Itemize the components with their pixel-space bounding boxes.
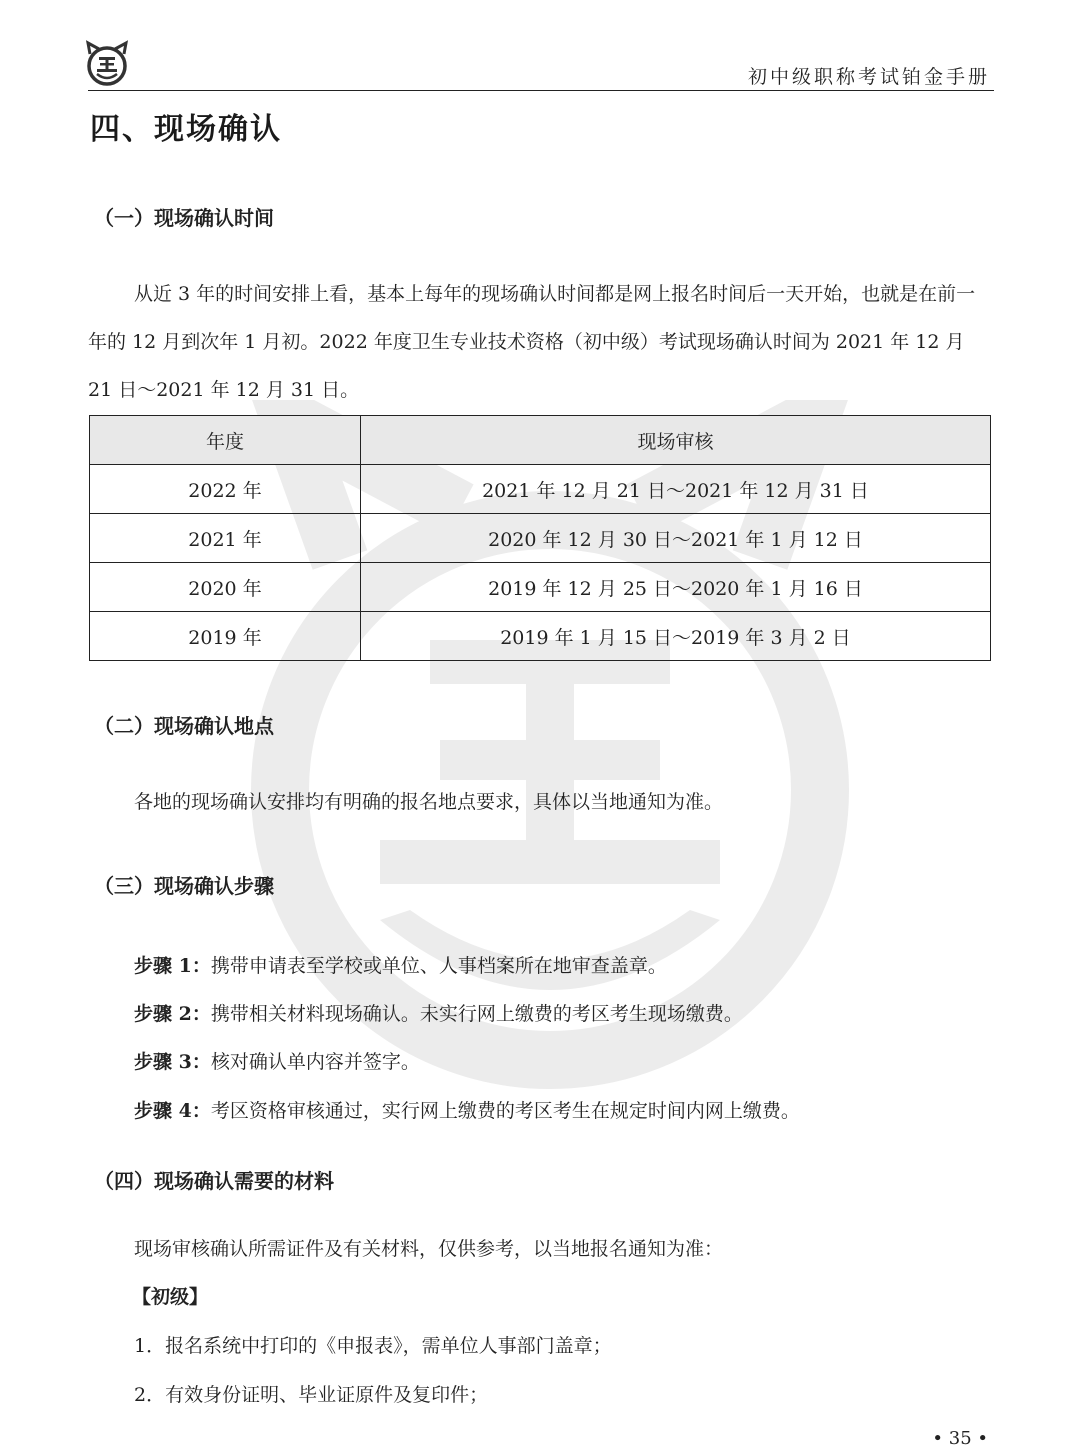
cat-logo-icon [84, 40, 130, 86]
table-row [90, 514, 991, 563]
step-label: 步骤 3： [134, 1051, 211, 1073]
material-item: 2．有效身份证明、毕业证原件及复印件； [134, 1384, 489, 1406]
table-cell-dates: 2019 年 1 月 15 日～2019 年 3 月 2 日 [361, 612, 991, 661]
step-item [134, 1096, 800, 1123]
page-number: • 35 • [932, 1428, 988, 1449]
step-item [134, 1047, 420, 1074]
sub1-paragraph: 从近 3 年的时间安排上看，基本上每年的现场确认时间都是网上报名时间后一天开始，也就是在前一年的 12 月到次年 1 月初。2022 年度卫生专业技术资格（初中级）考试现场确认时间为 2021 年 12 月 21 日～2021 年 12 月 31 日。 [88, 283, 976, 401]
header-title: 初中级职称考试铂金手册 [747, 66, 990, 88]
table-cell-year: 2021 年 [90, 514, 361, 563]
table-row [90, 563, 991, 612]
sub4-intro: 现场审核确认所需证件及有关材料，仅供参考，以当地报名通知为准： [134, 1238, 724, 1260]
schedule-table [89, 415, 991, 661]
sub2-paragraph: 各地的现场确认安排均有明确的报名地点要求，具体以当地通知为准。 [134, 791, 724, 813]
step-label: 步骤 4： [134, 1100, 211, 1122]
step-label: 步骤 2： [134, 1003, 211, 1025]
step-label: 步骤 1： [134, 955, 211, 977]
step-text: 携带相关材料现场确认。未实行网上缴费的考区考生现场缴费。 [210, 1003, 743, 1025]
sub1-heading: （一）现场确认时间 [94, 206, 274, 230]
table-header-review: 现场审核 [361, 416, 991, 465]
step-item [134, 999, 743, 1026]
step-text: 考区资格审核通过，实行网上缴费的考区考生在规定时间内网上缴费。 [210, 1100, 800, 1122]
table-row [90, 465, 991, 514]
sub4-heading: （四）现场确认需要的材料 [94, 1169, 334, 1193]
step-item [134, 951, 667, 978]
sub2-heading: （二）现场确认地点 [94, 714, 274, 738]
material-item: 1．报名系统中打印的《申报表》，需单位人事部门盖章； [134, 1335, 612, 1357]
table-cell-year: 2020 年 [90, 563, 361, 612]
table-cell-dates: 2020 年 12 月 30 日～2021 年 1 月 12 日 [361, 514, 991, 563]
table-cell-year: 2019 年 [90, 612, 361, 661]
table-cell-year: 2022 年 [90, 465, 361, 514]
table-header-year: 年度 [90, 416, 361, 465]
level-label: 【初级】 [132, 1286, 209, 1308]
step-text: 携带申请表至学校或单位、人事档案所在地审查盖章。 [210, 955, 667, 977]
table-header-row [90, 416, 991, 465]
step-text: 核对确认单内容并签字。 [210, 1051, 420, 1073]
table-row [90, 612, 991, 661]
header-divider [88, 90, 994, 91]
sub3-heading: （三）现场确认步骤 [94, 874, 274, 898]
table-cell-dates: 2019 年 12 月 25 日～2020 年 1 月 16 日 [361, 563, 991, 612]
section-title: 四、现场确认 [90, 112, 282, 147]
table-cell-dates: 2021 年 12 月 21 日～2021 年 12 月 31 日 [361, 465, 991, 514]
